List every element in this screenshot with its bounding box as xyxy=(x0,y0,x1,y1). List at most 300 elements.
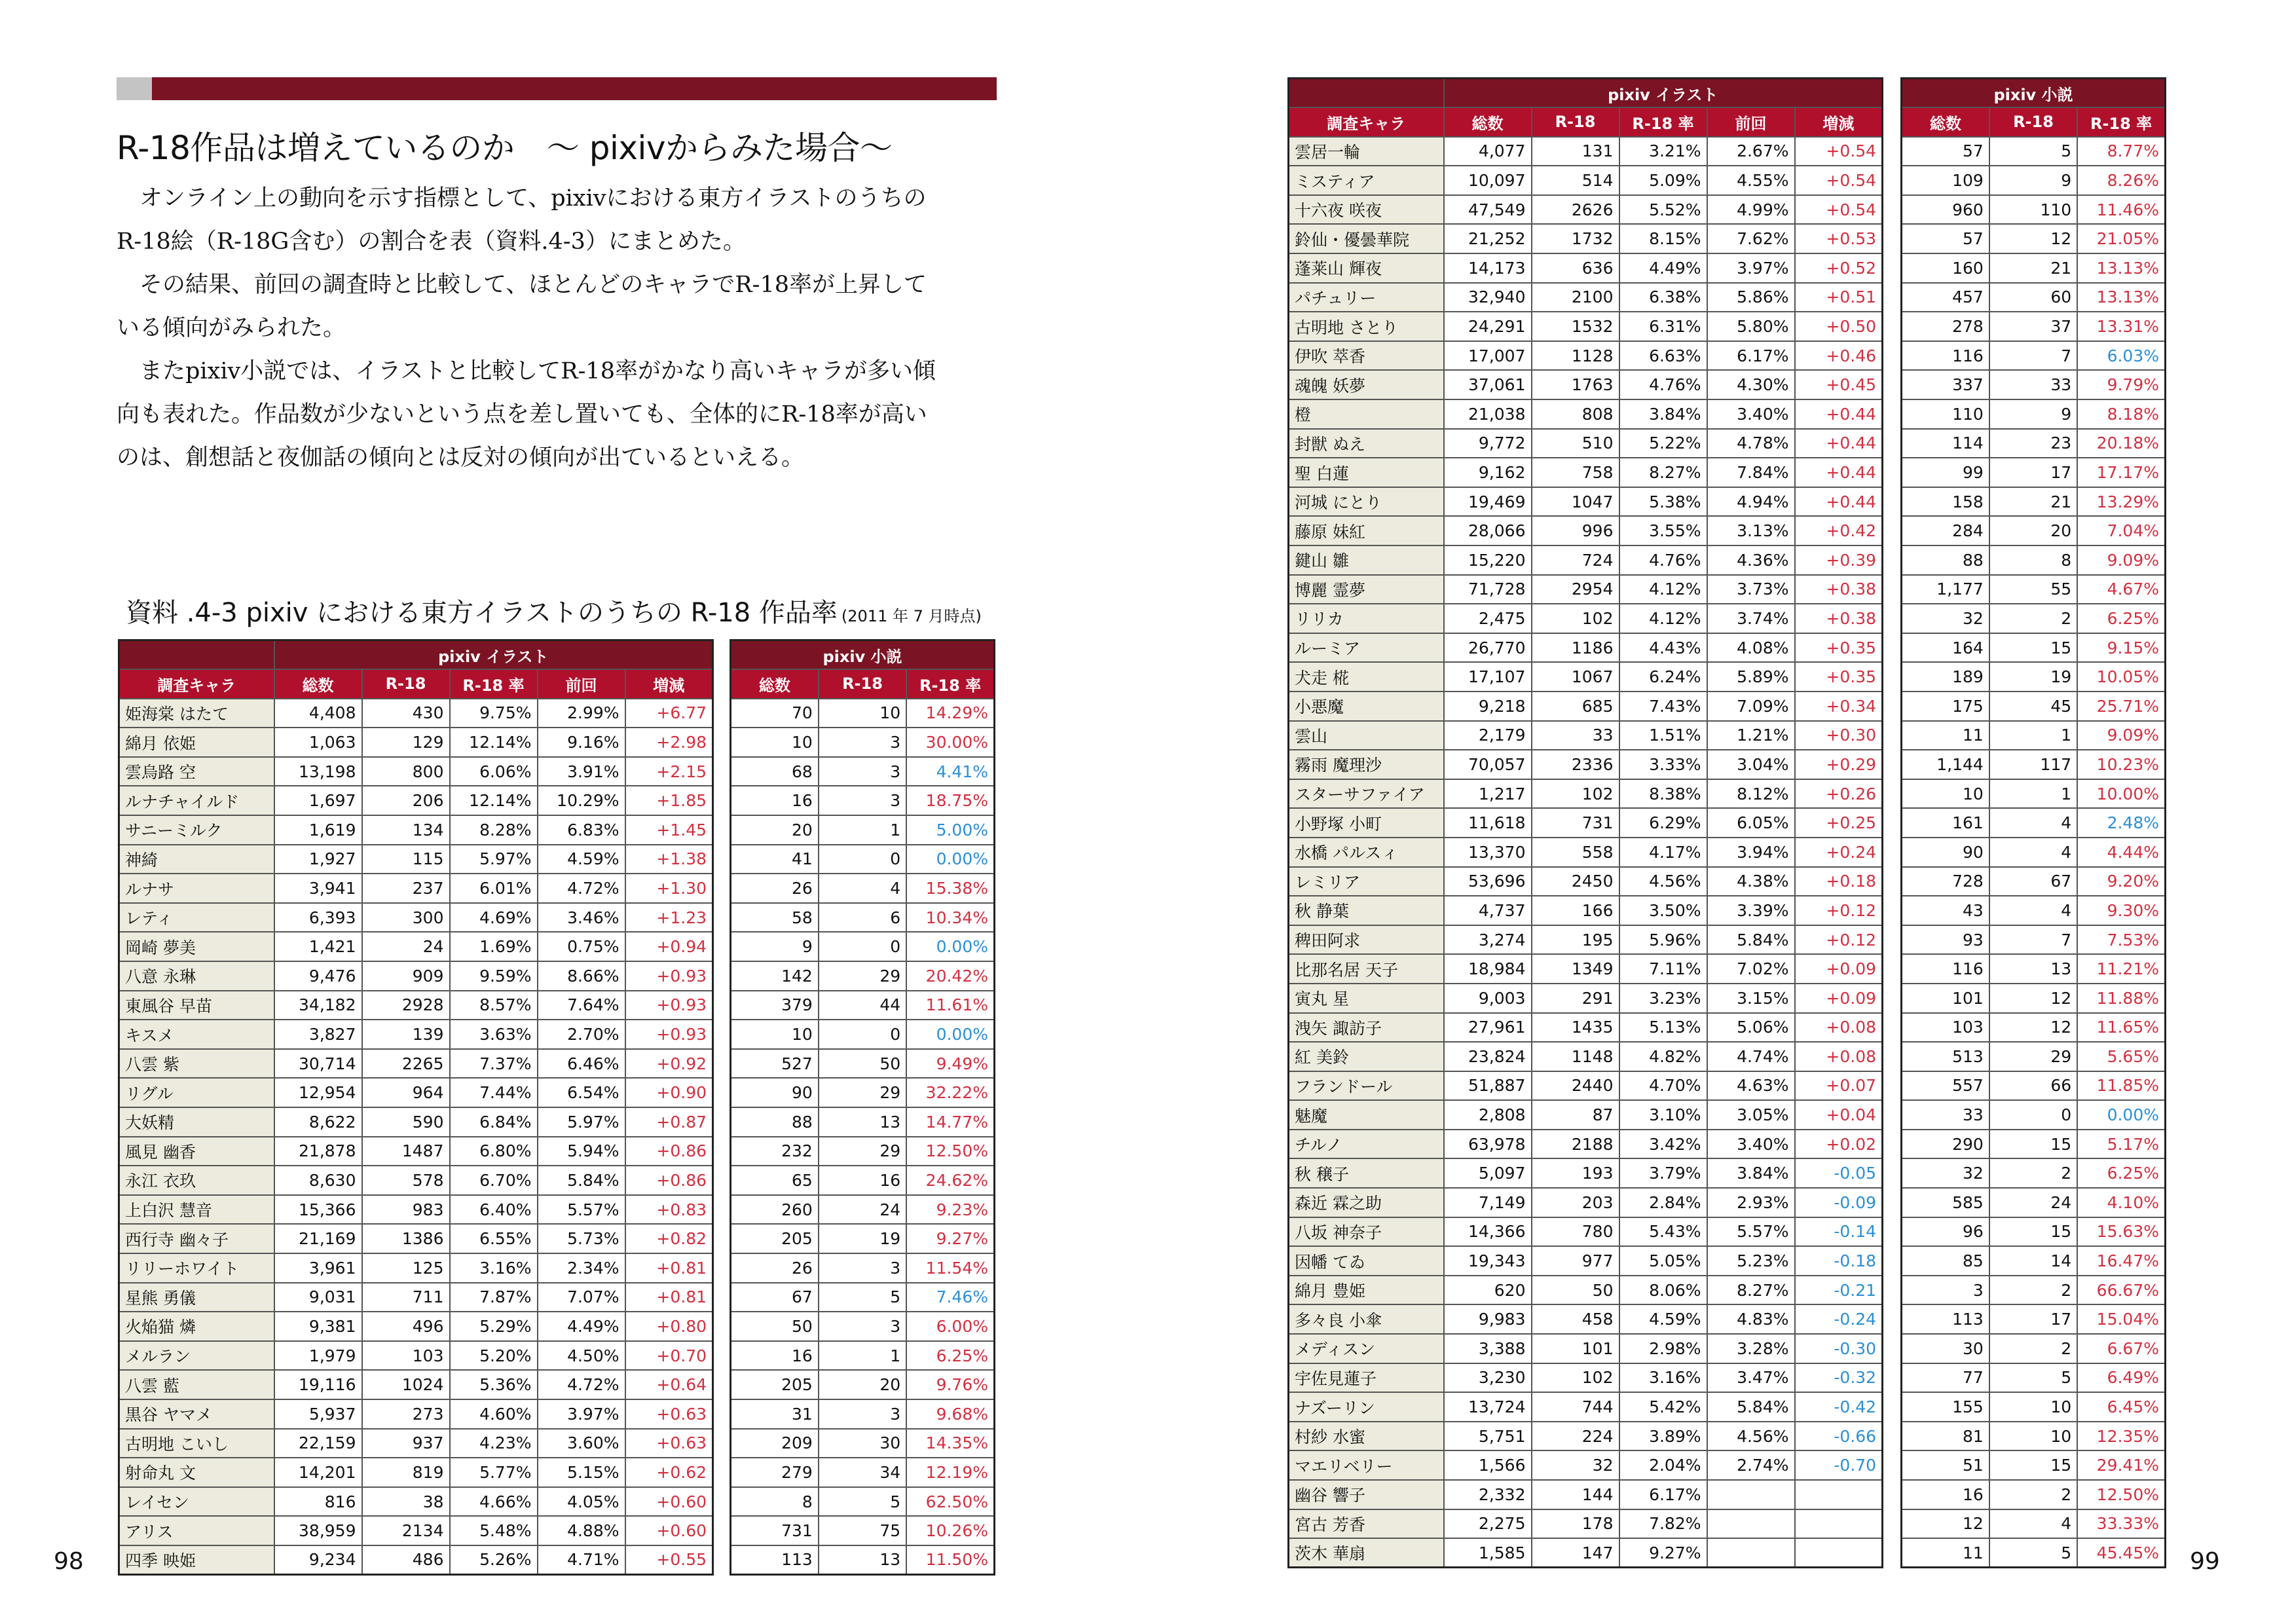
cell: 3.13% xyxy=(1707,516,1795,545)
cell: 1732 xyxy=(1532,224,1619,253)
cell: 81 xyxy=(1902,1422,1989,1451)
character-name: 蓬莱山 輝夜 xyxy=(1289,253,1444,283)
character-name: 藤原 妹紅 xyxy=(1289,516,1444,545)
cell: 9.30% xyxy=(2077,896,2165,925)
cell: 22,159 xyxy=(274,1429,362,1458)
cell: 5.26% xyxy=(450,1545,538,1575)
column-header: R-18 xyxy=(1989,107,2077,137)
character-name: 森近 霖之助 xyxy=(1289,1188,1444,1217)
table-row xyxy=(1289,808,1883,838)
table-row xyxy=(1289,312,1883,341)
paragraph-line: またpixiv小説では、イラストと比較してR-18率がかなり高いキャラが多い傾 xyxy=(139,358,936,384)
cell: 51 xyxy=(1902,1450,1989,1480)
cell: 4,737 xyxy=(1444,896,1532,925)
cell: 7.04% xyxy=(2077,516,2165,545)
cell: 125 xyxy=(362,1253,450,1283)
column-header-row xyxy=(1289,107,1883,137)
cell: 7.82% xyxy=(1619,1509,1707,1539)
cell: 10.05% xyxy=(2077,662,2165,692)
table-row xyxy=(1289,838,1883,867)
cell: 11.85% xyxy=(2077,1071,2165,1101)
cell: 5.17% xyxy=(2077,1130,2165,1159)
cell: 66 xyxy=(1989,1071,2077,1101)
cell: 155 xyxy=(1902,1392,1989,1422)
cell: 3.33% xyxy=(1619,750,1707,779)
cell: +1.45 xyxy=(625,815,713,845)
cell: 2.74% xyxy=(1707,1450,1795,1480)
cell: 12 xyxy=(1989,1013,2077,1043)
cell: 3 xyxy=(819,1312,906,1341)
cell: 16 xyxy=(1902,1480,1989,1509)
cell: 2.34% xyxy=(538,1253,625,1283)
cell: 9.59% xyxy=(450,961,538,991)
character-name: 風見 幽香 xyxy=(119,1137,274,1166)
cell: 4.12% xyxy=(1619,604,1707,633)
cell: 6.25% xyxy=(906,1341,994,1371)
table-row xyxy=(731,1253,995,1283)
cell: 116 xyxy=(1902,341,1989,371)
cell: 9.79% xyxy=(2077,370,2165,399)
character-name: 多々良 小傘 xyxy=(1289,1304,1444,1334)
page-number-left: 98 xyxy=(54,1548,84,1575)
cell: 70 xyxy=(731,699,819,728)
paragraph-line: 向も表れた。作品数が少ないという点を差し置いても、全体的にR-18率が高い xyxy=(117,401,927,428)
cell: 7.84% xyxy=(1707,458,1795,487)
table-row xyxy=(731,1487,995,1517)
column-header: 調査キャラ xyxy=(1289,107,1444,137)
cell: 113 xyxy=(1902,1304,1989,1334)
cell: 193 xyxy=(1532,1158,1619,1188)
table-row xyxy=(1902,662,2166,692)
cell: 67 xyxy=(731,1283,819,1312)
cell: +0.80 xyxy=(625,1312,713,1341)
cell: 10.29% xyxy=(538,786,625,815)
cell: 12 xyxy=(1989,984,2077,1013)
cell: +0.07 xyxy=(1795,1071,1883,1101)
cell: -0.30 xyxy=(1795,1334,1883,1363)
cell: +0.09 xyxy=(1795,954,1883,984)
character-name: 八意 永琳 xyxy=(119,961,274,991)
cell: 291 xyxy=(1532,984,1619,1013)
cell: 4.59% xyxy=(1619,1304,1707,1334)
cell: 1 xyxy=(819,1341,906,1371)
cell: 8 xyxy=(1989,545,2077,575)
table-row xyxy=(1289,1246,1883,1276)
character-name: 秋 穣子 xyxy=(1289,1158,1444,1188)
cell: 3.84% xyxy=(1619,399,1707,429)
cell: 1532 xyxy=(1532,312,1619,341)
cell: 3,941 xyxy=(274,874,362,903)
cell: 816 xyxy=(274,1487,362,1517)
cell: 13 xyxy=(1989,954,2077,984)
table-row xyxy=(1902,1480,2166,1509)
character-name: 四季 映姫 xyxy=(119,1545,274,1575)
paragraph-line: のは、創想話と夜伽話の傾向とは反対の傾向が出ているといえる。 xyxy=(117,445,805,471)
character-name: 射命丸 文 xyxy=(119,1458,274,1487)
cell: 3.63% xyxy=(450,1020,538,1049)
cell: 101 xyxy=(1902,984,1989,1013)
cell: 808 xyxy=(1532,399,1619,429)
cell: 2100 xyxy=(1532,283,1619,312)
cell: 5.15% xyxy=(538,1458,625,1487)
cell: +0.09 xyxy=(1795,984,1883,1013)
table-right-illust xyxy=(1287,77,1883,1568)
cell: 5 xyxy=(1989,1363,2077,1393)
cell: 5.05% xyxy=(1619,1246,1707,1276)
cell: 4.55% xyxy=(1707,166,1795,195)
cell: 15,366 xyxy=(274,1195,362,1225)
cell: 166 xyxy=(1532,896,1619,925)
cell: 29 xyxy=(819,1078,906,1107)
cell: 4.60% xyxy=(450,1399,538,1429)
cell: +0.25 xyxy=(1795,808,1883,838)
cell: 1435 xyxy=(1532,1013,1619,1043)
table-row xyxy=(1289,1450,1883,1480)
cell: 8.66% xyxy=(538,961,625,991)
character-name: 水橋 パルスィ xyxy=(1289,838,1444,867)
cell: 17 xyxy=(1989,458,2077,487)
cell: 7.07% xyxy=(538,1283,625,1312)
cell: 7.02% xyxy=(1707,954,1795,984)
cell: 3.42% xyxy=(1619,1130,1707,1159)
cell: 9,772 xyxy=(1444,429,1532,458)
cell: 458 xyxy=(1532,1304,1619,1334)
table-row xyxy=(119,1020,713,1049)
table-row xyxy=(119,1283,713,1312)
cell: 10.23% xyxy=(2077,750,2165,779)
character-name: 魅魔 xyxy=(1289,1100,1444,1130)
cell: 685 xyxy=(1532,692,1619,721)
cell: 6.06% xyxy=(450,757,538,786)
character-name: ミスティア xyxy=(1289,166,1444,195)
cell: 45.45% xyxy=(2077,1538,2165,1568)
cell: +1.38 xyxy=(625,845,713,874)
cell: 58 xyxy=(731,903,819,932)
table-row xyxy=(1902,1013,2166,1043)
cell: 2,808 xyxy=(1444,1100,1532,1130)
table-row xyxy=(1902,838,2166,867)
cell: 3.94% xyxy=(1707,838,1795,867)
cell: 62.50% xyxy=(906,1487,994,1517)
table-row xyxy=(1902,575,2166,604)
cell: 71,728 xyxy=(1444,575,1532,604)
cell: 5 xyxy=(1989,137,2077,166)
column-header: 増減 xyxy=(1795,107,1883,137)
cell: 2.04% xyxy=(1619,1450,1707,1480)
cell: 6.84% xyxy=(450,1107,538,1137)
cell: 5.38% xyxy=(1619,487,1707,517)
table-row xyxy=(119,1107,713,1137)
cell: +1.85 xyxy=(625,786,713,815)
cell: +0.44 xyxy=(1795,458,1883,487)
cell: +1.23 xyxy=(625,903,713,932)
character-name: 八雲 藍 xyxy=(119,1370,274,1399)
cell: 19,343 xyxy=(1444,1246,1532,1276)
cell: 38 xyxy=(362,1487,450,1517)
cell: 4.08% xyxy=(1707,633,1795,663)
table-caption xyxy=(126,592,982,629)
cell: 7.09% xyxy=(1707,692,1795,721)
cell: -0.21 xyxy=(1795,1276,1883,1305)
cell: 14,173 xyxy=(1444,253,1532,283)
cell xyxy=(1707,1480,1795,1509)
cell: 3.23% xyxy=(1619,984,1707,1013)
cell: 1,697 xyxy=(274,786,362,815)
cell: 29.41% xyxy=(2077,1450,2165,1480)
character-name: 小悪魔 xyxy=(1289,692,1444,721)
cell: +0.08 xyxy=(1795,1013,1883,1043)
cell: 20 xyxy=(819,1370,906,1399)
table-row xyxy=(119,757,713,786)
cell: 15 xyxy=(1989,1130,2077,1159)
table-row xyxy=(1902,779,2166,809)
cell: 4.72% xyxy=(538,1370,625,1399)
cell: 6.24% xyxy=(1619,662,1707,692)
cell: 2 xyxy=(1989,1276,2077,1305)
cell: 7,149 xyxy=(1444,1188,1532,1217)
cell: +0.44 xyxy=(1795,429,1883,458)
cell: +0.35 xyxy=(1795,662,1883,692)
cell: 9.09% xyxy=(2077,545,2165,575)
cell: +0.90 xyxy=(625,1078,713,1107)
group-title: pixiv 小説 xyxy=(731,640,995,670)
cell: 96 xyxy=(1902,1217,1989,1247)
character-name: 宮古 芳香 xyxy=(1289,1509,1444,1539)
cell: 175 xyxy=(1902,692,1989,721)
paragraph-line: その結果、前回の調査時と比較して、ほとんどのキャラでR-18率が上昇して xyxy=(139,272,927,298)
cell: 4 xyxy=(1989,838,2077,867)
cell: 4.76% xyxy=(1619,545,1707,575)
cell: 4 xyxy=(819,874,906,903)
cell: 4.69% xyxy=(450,903,538,932)
cell: 8.27% xyxy=(1619,458,1707,487)
cell: 4.41% xyxy=(906,757,994,786)
cell: 4,077 xyxy=(1444,137,1532,166)
cell: 2,475 xyxy=(1444,604,1532,633)
cell: 9.75% xyxy=(450,699,538,728)
cell: 51,887 xyxy=(1444,1071,1532,1101)
cell: 2.99% xyxy=(538,699,625,728)
cell: 4.05% xyxy=(538,1487,625,1517)
cell: 4.36% xyxy=(1707,545,1795,575)
cell: -0.24 xyxy=(1795,1304,1883,1334)
cell: 6.45% xyxy=(2077,1392,2165,1422)
character-name: マエリベリー xyxy=(1289,1450,1444,1480)
cell: 15 xyxy=(1989,633,2077,663)
cell: 2,179 xyxy=(1444,721,1532,750)
cell: 17.17% xyxy=(2077,458,2165,487)
character-name: 洩矢 諏訪子 xyxy=(1289,1013,1444,1043)
cell: 158 xyxy=(1902,487,1989,517)
character-name: リリカ xyxy=(1289,604,1444,633)
cell: 260 xyxy=(731,1195,819,1225)
table-row xyxy=(1289,1130,1883,1159)
cell: 4.66% xyxy=(450,1487,538,1517)
cell: 11.50% xyxy=(906,1545,994,1575)
character-name: 星熊 勇儀 xyxy=(119,1283,274,1312)
cell: 527 xyxy=(731,1049,819,1079)
cell: +0.93 xyxy=(625,991,713,1020)
table-row xyxy=(119,1341,713,1371)
cell: 11,618 xyxy=(1444,808,1532,838)
cell: 2 xyxy=(1989,1334,2077,1363)
cell: 9.68% xyxy=(906,1399,994,1429)
cell: 5,937 xyxy=(274,1399,362,1429)
cell: 557 xyxy=(1902,1071,1989,1101)
table-row xyxy=(1289,545,1883,575)
cell: 0.00% xyxy=(906,845,994,874)
cell: 3 xyxy=(819,1399,906,1429)
cell: 10 xyxy=(819,699,906,728)
cell: 10,097 xyxy=(1444,166,1532,195)
table-row xyxy=(1289,195,1883,225)
cell: +0.52 xyxy=(1795,253,1883,283)
table-row xyxy=(1289,1071,1883,1101)
table-row xyxy=(119,1458,713,1487)
cell: +0.62 xyxy=(625,1458,713,1487)
cell: 13.13% xyxy=(2077,283,2165,312)
cell: +0.50 xyxy=(1795,312,1883,341)
cell: 21,038 xyxy=(1444,399,1532,429)
cell: 8.26% xyxy=(2077,166,2165,195)
table-row xyxy=(731,1399,995,1429)
cell: 30,714 xyxy=(274,1049,362,1079)
cell: 50 xyxy=(731,1312,819,1341)
character-name: 小野塚 小町 xyxy=(1289,808,1444,838)
group-title: pixiv 小説 xyxy=(1902,79,2166,108)
cell: -0.18 xyxy=(1795,1246,1883,1276)
cell: 1067 xyxy=(1532,662,1619,692)
table-row xyxy=(1289,341,1883,371)
cell: 5 xyxy=(819,1487,906,1517)
table-row xyxy=(731,1078,995,1107)
table-row xyxy=(1902,224,2166,253)
cell: 8,622 xyxy=(274,1107,362,1137)
cell: 9.23% xyxy=(906,1195,994,1225)
cell: 6.25% xyxy=(2077,604,2165,633)
cell: 9,003 xyxy=(1444,984,1532,1013)
table-row xyxy=(1902,1422,2166,1451)
cell: 0.00% xyxy=(906,1020,994,1049)
cell: 11.21% xyxy=(2077,954,2165,984)
column-header: R-18 率 xyxy=(450,669,538,699)
cell: 3,274 xyxy=(1444,925,1532,955)
character-name: 古明地 こいし xyxy=(119,1429,274,1458)
cell: 15.63% xyxy=(2077,1217,2165,1247)
table-row xyxy=(1902,1538,2166,1568)
cell: 14.29% xyxy=(906,699,994,728)
table-row xyxy=(1289,1422,1883,1451)
table-row xyxy=(119,1166,713,1195)
table-row xyxy=(1902,1450,2166,1480)
cell: 37 xyxy=(1989,312,2077,341)
cell: 31 xyxy=(731,1399,819,1429)
table-row xyxy=(119,991,713,1020)
table-row xyxy=(1289,721,1883,750)
cell: 24 xyxy=(819,1195,906,1225)
cell: 780 xyxy=(1532,1217,1619,1247)
cell: 728 xyxy=(1902,867,1989,896)
cell: 8.57% xyxy=(450,991,538,1020)
cell: 44 xyxy=(819,991,906,1020)
table-row xyxy=(1289,487,1883,517)
cell: 3.84% xyxy=(1707,1158,1795,1188)
cell: 6.01% xyxy=(450,874,538,903)
group-header-row xyxy=(1902,79,2166,108)
cell: 3,961 xyxy=(274,1253,362,1283)
character-name: 雲山 xyxy=(1289,721,1444,750)
table-row xyxy=(1289,429,1883,458)
cell: 103 xyxy=(362,1341,450,1371)
cell: 63,978 xyxy=(1444,1130,1532,1159)
character-name: 鍵山 雛 xyxy=(1289,545,1444,575)
table-row xyxy=(1289,283,1883,312)
cell: +0.12 xyxy=(1795,896,1883,925)
table-row xyxy=(119,845,713,874)
cell: +0.08 xyxy=(1795,1042,1883,1071)
cell: 5.43% xyxy=(1619,1217,1707,1247)
cell: 5.36% xyxy=(450,1370,538,1399)
cell: 7.37% xyxy=(450,1049,538,1079)
table-row xyxy=(731,1516,995,1545)
cell: 513 xyxy=(1902,1042,1989,1071)
cell: 11 xyxy=(1902,721,1989,750)
table-row xyxy=(731,1195,995,1225)
cell: +0.81 xyxy=(625,1283,713,1312)
cell: 3 xyxy=(1902,1276,1989,1305)
cell: 731 xyxy=(731,1516,819,1545)
cell: 731 xyxy=(1532,808,1619,838)
cell: 144 xyxy=(1532,1480,1619,1509)
cell: 6.55% xyxy=(450,1224,538,1253)
cell: 14.77% xyxy=(906,1107,994,1137)
cell: +0.44 xyxy=(1795,399,1883,429)
cell: 4.70% xyxy=(1619,1071,1707,1101)
cell: 90 xyxy=(1902,838,1989,867)
table-row xyxy=(119,874,713,903)
cell: 510 xyxy=(1532,429,1619,458)
cell: 32 xyxy=(1532,1450,1619,1480)
cell: 6.05% xyxy=(1707,808,1795,838)
cell: 2,275 xyxy=(1444,1509,1532,1539)
table-row xyxy=(1902,1392,2166,1422)
character-name: 火焔猫 燐 xyxy=(119,1312,274,1341)
cell: 9.49% xyxy=(906,1049,994,1079)
cell: 3.05% xyxy=(1707,1100,1795,1130)
cell: 134 xyxy=(362,815,450,845)
cell: 17,107 xyxy=(1444,662,1532,692)
cell: 9 xyxy=(1989,166,2077,195)
cell: 20.18% xyxy=(2077,429,2165,458)
cell: 15.04% xyxy=(2077,1304,2165,1334)
cell: 3,230 xyxy=(1444,1363,1532,1393)
cell: 6.17% xyxy=(1707,341,1795,371)
cell: 937 xyxy=(362,1429,450,1458)
cell: 909 xyxy=(362,961,450,991)
cell: 203 xyxy=(1532,1188,1619,1217)
cell: +0.29 xyxy=(1795,750,1883,779)
table-row xyxy=(1289,1363,1883,1393)
cell: 45 xyxy=(1989,692,2077,721)
table-row xyxy=(1289,1158,1883,1188)
header-bar xyxy=(152,77,997,100)
cell: +0.26 xyxy=(1795,779,1883,809)
cell: 117 xyxy=(1989,750,2077,779)
cell: +0.54 xyxy=(1795,166,1883,195)
cell: -0.42 xyxy=(1795,1392,1883,1422)
cell: 102 xyxy=(1532,604,1619,633)
column-header: R-18 xyxy=(362,669,450,699)
